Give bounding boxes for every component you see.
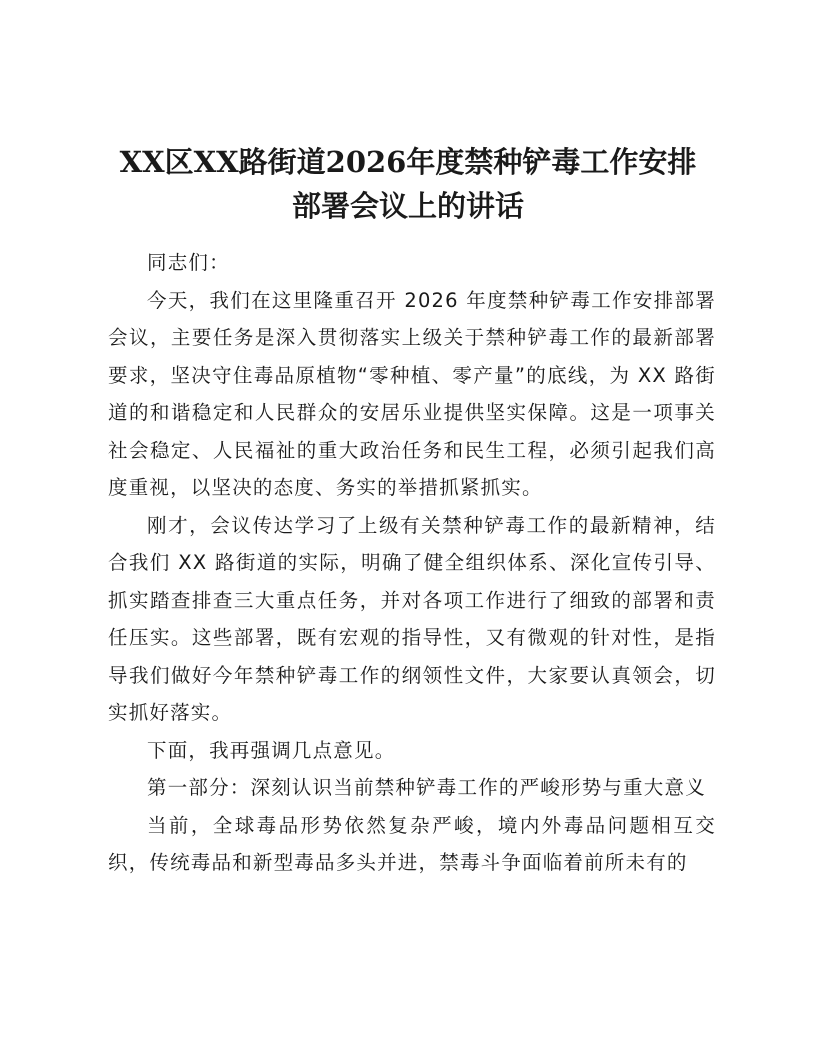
paragraph-opening: 今天，我们在这里隆重召开 2026 年度禁种铲毒工作安排部署会议，主要任务是深入贯彻落实上级关于禁种铲毒工作的最新部署要求，坚决守住毒品原植物“零种植、零产量”的底线，为 XX 路街道的和谐稳定和人民群众的安居乐业提供坚实保障。这是一项事关社会稳定、人民福祉的重大政治任务和民生工程，必须引起我们高度重视，以坚决的态度、务实的举措抓紧抓实。 [108,288,716,499]
paragraph-summary: 刚才，会议传达学习了上级有关禁种铲毒工作的最新精神，结合我们 XX 路街道的实际，明确了健全组织体系、深化宣传引导、抓实踏查排查三大重点任务，并对各项工作进行了细致的部署和责任压实。这些部署，既有宏观的指导性，又有微观的针对性，是指导我们做好今年禁种铲毒工作的纲领性文件，大家要认真领会，切实抓好落实。 [108,513,716,724]
title-line-1: XX区XX路街道2026年度禁种铲毒工作安排 [119,145,697,179]
paragraph-situation: 当前，全球毒品形势依然复杂严峻，境内外毒品问题相互交织，传统毒品和新型毒品多头并进，禁毒斗争面临着前所未有的 [108,813,716,874]
document-body [108,244,716,882]
paragraph-transition: 下面，我再强调几点意见。 [147,738,396,762]
section-heading-part-one: 第一部分：深刻认识当前禁种铲毒工作的严峻形势与重大意义 [147,776,706,799]
paragraph-salutation: 同志们： [147,251,230,274]
document-title [100,140,716,228]
title-line-2: 部署会议上的讲话 [291,189,524,223]
